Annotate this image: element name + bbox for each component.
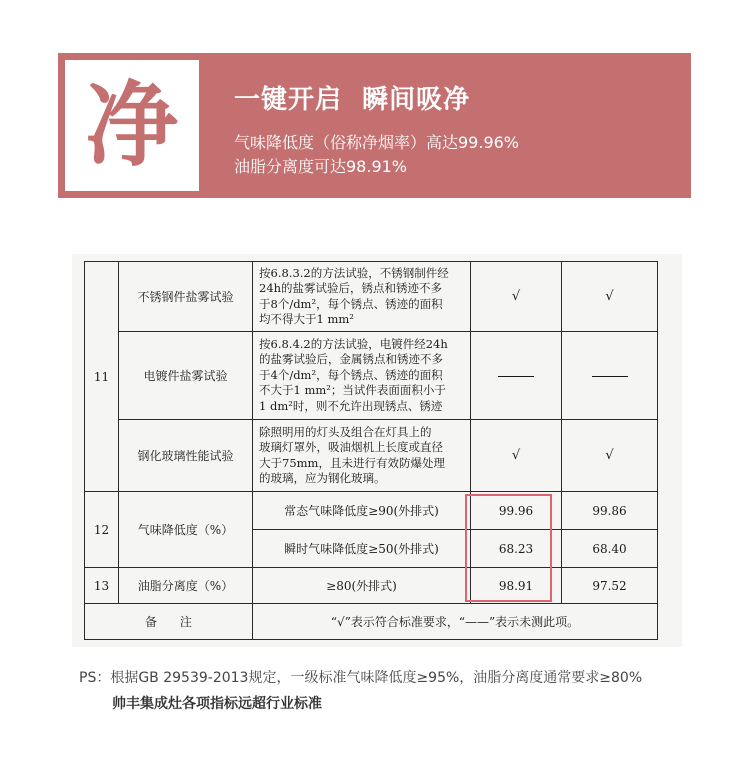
result-cell: √ <box>471 262 562 332</box>
item-name: 气味降低度（%） <box>119 492 253 568</box>
item-method: 常态气味降低度≥90(外排式) <box>253 492 471 530</box>
table-row <box>85 492 658 530</box>
table-row <box>85 604 658 640</box>
test-report-scan <box>72 254 682 647</box>
item-method: 瞬时气味降低度≥50(外排式) <box>253 530 471 568</box>
item-name: 不锈钢件盐雾试验 <box>119 262 253 332</box>
item-name: 钢化玻璃性能试验 <box>119 420 253 492</box>
ps-note: PS：根据GB 29539-2013规定，一级标准气味降低度≥95%，油脂分离度通常要求≥80% <box>79 670 643 686</box>
result-value: 68.40 <box>562 530 658 568</box>
clean-char: 净 <box>85 71 178 179</box>
item-name: 油脂分离度（%） <box>119 568 253 604</box>
table-row <box>85 420 658 492</box>
result-value: 99.86 <box>562 492 658 530</box>
item-method: 按6.8.3.2的方法试验，不锈钢制件经 24h的盐雾试验后，锈点和锈迹不多 于8个/dm²，每个锈点、锈迹的面积 均不得大于1 mm² <box>253 262 471 332</box>
result-value: 99.96 <box>471 492 562 530</box>
result-value: 98.91 <box>471 568 562 604</box>
table-row <box>85 332 658 420</box>
banner-title: 一键开启 瞬间吸净 <box>234 85 471 115</box>
result-cell: √ <box>471 420 562 492</box>
row-number: 13 <box>85 568 119 604</box>
hero-banner <box>58 53 691 198</box>
remark-label: 备 注 <box>85 604 253 640</box>
not-tested-dash <box>471 332 562 420</box>
result-value: 97.52 <box>562 568 658 604</box>
result-cell: √ <box>562 262 658 332</box>
highlight-box <box>465 494 552 602</box>
result-cell: √ <box>562 420 658 492</box>
table-row <box>85 262 658 332</box>
banner-odor-line: 气味降低度（俗称净烟率）高达99.96% <box>234 133 520 152</box>
remark-text: “√”表示符合标准要求，“——”表示未测此项。 <box>253 604 658 640</box>
test-results-table <box>84 261 658 640</box>
item-method: 除照明用的灯头及组合在灯具上的 玻璃灯罩外，吸油烟机上长度或直径 大于75mm，且未进行有效防爆处理 的玻璃，应为钢化玻璃。 <box>253 420 471 492</box>
table-row <box>85 568 658 604</box>
row-number: 11 <box>85 262 119 492</box>
banner-grease-line: 油脂分离度可达98.91% <box>234 157 408 176</box>
ps-conclusion: 帅丰集成灶各项指标远超行业标准 <box>112 696 322 712</box>
clean-char-box <box>65 60 199 191</box>
item-name: 电镀件盐雾试验 <box>119 332 253 420</box>
item-method: 按6.8.4.2的方法试验，电镀件经24h 的盐雾试验后，金属锈点和锈迹不多 于4个/dm²，每个锈点、锈迹的面积 不大于1 mm²；当试件表面面积小于 1 dm²时，则不允许出现锈点、锈迹 <box>253 332 471 420</box>
result-value: 68.23 <box>471 530 562 568</box>
item-method: ≥80(外排式) <box>253 568 471 604</box>
row-number: 12 <box>85 492 119 568</box>
not-tested-dash <box>562 332 658 420</box>
